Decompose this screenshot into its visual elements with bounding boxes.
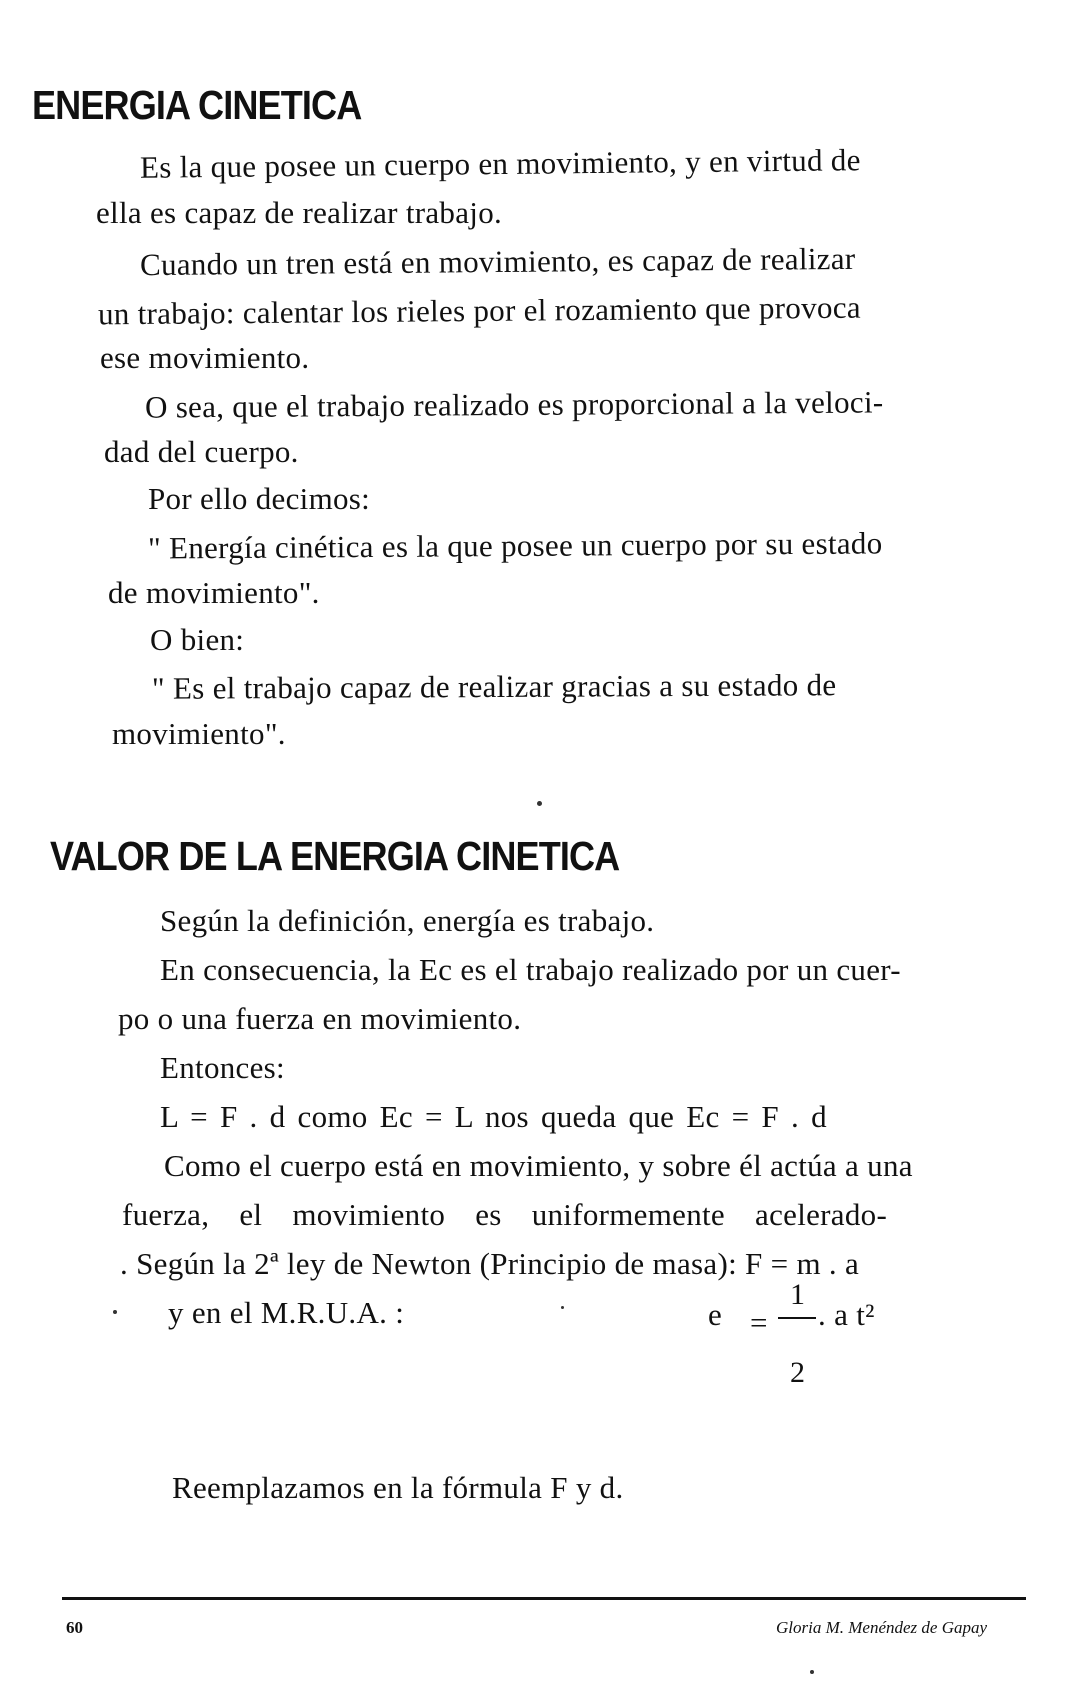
paragraph-line: Cuando un tren está en movimiento, es capaz de realizar	[139, 240, 856, 283]
paragraph-line: ese movimiento.	[100, 340, 310, 375]
paragraph-line: Entonces:	[160, 1050, 285, 1085]
paragraph-line: movimiento".	[112, 716, 286, 751]
paragraph-line: O sea, que el trabajo realizado es proporcional a la veloci-	[144, 384, 884, 425]
paragraph-line: Es la que posee un cuerpo en movimiento, y en virtud de	[139, 142, 861, 185]
scan-speck	[113, 1310, 117, 1314]
paragraph-line: dad del cuerpo.	[104, 434, 299, 469]
paragraph-line: de movimiento".	[108, 575, 320, 610]
paragraph-line: Por ello decimos:	[148, 481, 371, 516]
paragraph-line: y en el M.R.U.A. :	[168, 1295, 405, 1330]
scan-speck	[810, 1670, 814, 1674]
paragraph-line: En consecuencia, la Ec es el trabajo realizado por un cuer-	[160, 952, 901, 987]
section-heading-valor-energia-cinetica: VALOR DE LA ENERGIA CINETICA	[50, 833, 620, 879]
formula-rest: . a t²	[818, 1297, 875, 1332]
closing-line: Reemplazamos en la fórmula F y d.	[172, 1470, 624, 1505]
paragraph-line: po o una fuerza en movimiento.	[118, 1001, 522, 1036]
scan-speck	[561, 1306, 564, 1309]
paragraph-line: ella es capaz de realizar trabajo.	[96, 195, 503, 230]
paragraph-line: O bien:	[150, 622, 245, 657]
paragraph-line: un trabajo: calentar los rieles por el rozamiento que provoca	[97, 289, 861, 332]
page-number: 60	[66, 1618, 83, 1637]
paragraph-line: fuerza, el movimiento es uniformemente acelerado-	[122, 1197, 888, 1232]
equation-line: L = F . d como Ec = L nos queda que Ec = F . d	[160, 1099, 827, 1134]
footer-rule	[62, 1597, 1026, 1600]
section-heading-energia-cinetica: ENERGIA CINETICA	[32, 82, 362, 128]
formula-denominator: 2	[790, 1356, 805, 1389]
paragraph-line: . Según la 2ª ley de Newton (Principio de masa): F = m . a	[120, 1246, 860, 1281]
paragraph-line: " Es el trabajo capaz de realizar gracias a su estado de	[151, 667, 837, 706]
footer-author: Gloria M. Menéndez de Gapay	[776, 1618, 988, 1637]
paragraph-line: Según la definición, energía es trabajo.	[160, 903, 655, 938]
formula-numerator: 1	[790, 1278, 805, 1311]
paragraph-line: " Energía cinética es la que posee un cuerpo por su estado	[147, 525, 883, 566]
formula-lhs: e	[708, 1297, 723, 1332]
scan-speck	[537, 801, 542, 806]
formula-fraction-bar	[778, 1317, 816, 1319]
formula-equals: =	[750, 1305, 768, 1340]
paragraph-line: Como el cuerpo está en movimiento, y sobre él actúa a una	[164, 1148, 913, 1183]
